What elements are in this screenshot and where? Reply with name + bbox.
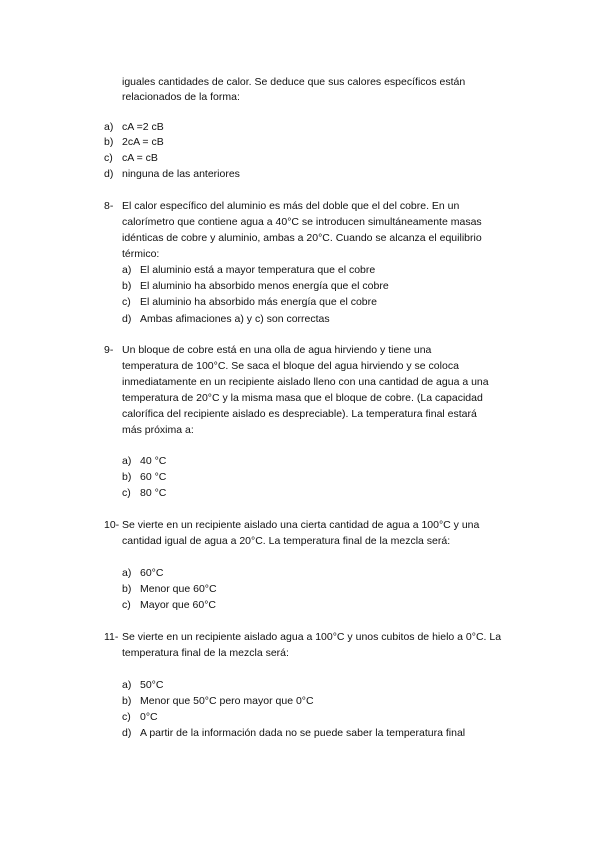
q9-text-line: Un bloque de cobre está en una olla de agua hirviendo y tiene una	[122, 344, 432, 356]
q11-text-line: Se vierte en un recipiente aislado agua a 100°C y unos cubitos de hielo a 0°C. La	[122, 631, 502, 643]
q10-option-text: 60°C	[140, 567, 164, 579]
q11-option-text: A partir de la información dada no se puede saber la temperatura final	[140, 727, 466, 739]
q10-option-label: b)	[122, 583, 132, 595]
q9-option-text: 80 °C	[140, 487, 167, 499]
q10-option-label: a)	[122, 567, 132, 579]
q9-option-label: a)	[122, 455, 132, 467]
q10-option-label: c)	[122, 599, 131, 611]
q7-option-text: cA =2 cB	[122, 121, 164, 133]
q8-option-label: b)	[122, 280, 132, 292]
q8-option-text: El aluminio ha absorbido menos energía que el cobre	[140, 280, 389, 292]
q10-text-line: cantidad igual de agua a 20°C. La temperatura final de la mezcla será:	[122, 535, 451, 547]
q11-option-label: b)	[122, 695, 132, 707]
q11-option-label: d)	[122, 727, 132, 739]
q10-option-text: Mayor que 60°C	[140, 599, 216, 611]
q10-number: 10-	[104, 519, 120, 531]
q9-text-line: temperatura de 20°C y la misma masa que el bloque de cobre. (La capacidad	[122, 392, 483, 404]
q11-option-text: 50°C	[140, 679, 164, 691]
q8-option-text: Ambas afimaciones a) y c) son correctas	[140, 313, 330, 325]
q9-text-line: calorífica del recipiente aislado es despreciable). La temperatura final estará	[122, 408, 477, 420]
q9-option-label: b)	[122, 471, 132, 483]
q7-option-label: d)	[104, 168, 114, 180]
q8-option-text: El aluminio está a mayor temperatura que el cobre	[140, 264, 376, 276]
q9-option-text: 60 °C	[140, 471, 167, 483]
q8-option-label: a)	[122, 264, 132, 276]
q8-text-line: El calor específico del aluminio es más del doble que el del cobre. En un	[122, 200, 460, 212]
q11-option-label: a)	[122, 679, 132, 691]
q9-text-line: más próxima a:	[122, 424, 194, 436]
q8-text-line: idénticas de cobre y aluminio, ambas a 20°C. Cuando se alcanza el equilibrio	[122, 232, 482, 244]
q7-option-label: a)	[104, 121, 114, 133]
q9-number: 9-	[104, 344, 114, 356]
q8-option-label: d)	[122, 313, 132, 325]
q9-option-label: c)	[122, 487, 131, 499]
q7-option-text: ninguna de las anteriores	[122, 168, 240, 180]
q7-option-label: c)	[104, 152, 113, 164]
q8-text-line: calorímetro que contiene agua a 40°C se introducen simultáneamente masas	[122, 216, 482, 228]
q7-text-line: iguales cantidades de calor. Se deduce que sus calores específicos están	[122, 76, 466, 88]
q9-text-line: inmediatamente en un recipiente aislado lleno con una cantidad de agua a una	[122, 376, 489, 388]
q7-text-line: relacionados de la forma:	[122, 91, 240, 103]
q9-text-line: temperatura de 100°C. Se saca el bloque del agua hirviendo y se coloca	[122, 360, 459, 372]
q7-option-label: b)	[104, 136, 114, 148]
q11-option-label: c)	[122, 711, 131, 723]
q10-text-line: Se vierte en un recipiente aislado una cierta cantidad de agua a 100°C y una	[122, 519, 480, 531]
q8-number: 8-	[104, 200, 114, 212]
q10-option-text: Menor que 60°C	[140, 583, 217, 595]
q8-text-line: térmico:	[122, 248, 160, 260]
q11-option-text: Menor que 50°C pero mayor que 0°C	[140, 695, 314, 707]
q7-option-text: 2cA = cB	[122, 136, 164, 148]
q11-text-line: temperatura final de la mezcla será:	[122, 647, 289, 659]
q9-option-text: 40 °C	[140, 455, 167, 467]
q11-option-text: 0°C	[140, 711, 158, 723]
q7-option-text: cA = cB	[122, 152, 158, 164]
q8-option-text: El aluminio ha absorbido más energía que el cobre	[140, 296, 377, 308]
q8-option-label: c)	[122, 296, 131, 308]
q11-number: 11-	[104, 631, 119, 643]
